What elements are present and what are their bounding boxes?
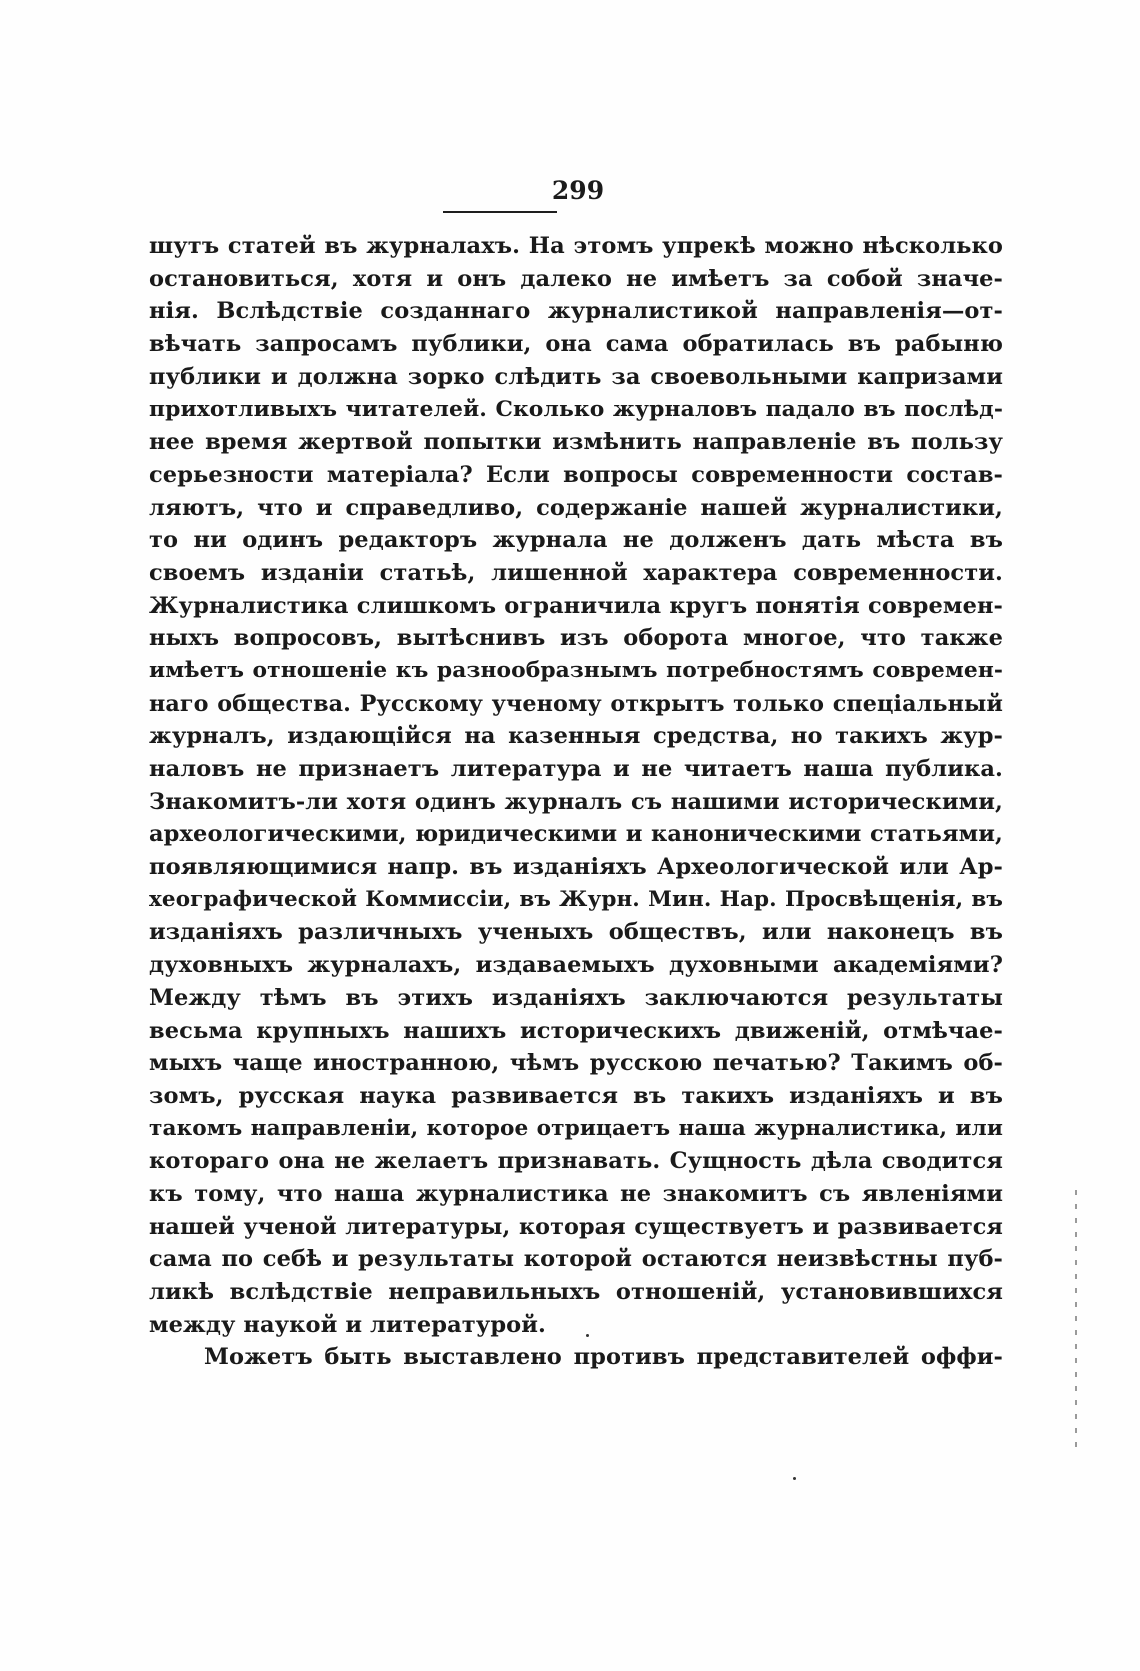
text-line: нія. Вслѣдствіе созданнаго журналистикой направленія—от-	[149, 298, 1003, 325]
body-text	[149, 230, 1003, 1374]
text-line: котораго она не желаетъ признавать. Сущность дѣла сводится	[149, 1148, 1003, 1175]
text-line: шутъ статей въ журналахъ. На этомъ упрекѣ можно нѣсколько	[149, 233, 1003, 259]
text-line: мыхъ чаще иностранною, чѣмъ русскою печатью? Такимъ об-	[149, 1050, 1003, 1077]
text-line: нее время жертвой попытки измѣнить направленіе въ пользу	[149, 429, 1003, 456]
text-line: своемъ изданіи статьѣ, лишенной характера современности.	[149, 559, 1003, 586]
page-number-container	[0, 176, 1140, 206]
page-number-rule	[443, 211, 557, 213]
text-line: ныхъ вопросовъ, вытѣснивъ изъ оборота многое, что также	[149, 625, 1003, 652]
text-line: то ни одинъ редакторъ журнала не долженъ дать мѣста въ	[149, 527, 1003, 554]
scan-speck	[793, 1477, 796, 1480]
text-line: вѣчать запросамъ публики, она сама обратилась въ рабыню	[149, 331, 1003, 358]
text-line: Можетъ быть выставлено противъ представителей оффи-	[204, 1344, 1003, 1371]
text-line: археологическими, юридическими и каноническими статьями,	[149, 821, 1003, 848]
text-line: Между тѣмъ въ этихъ изданіяхъ заключаются результаты	[149, 984, 1003, 1011]
text-line: прихотливыхъ читателей. Сколько журналовъ падало въ послѣд-	[149, 396, 1003, 423]
text-line: имѣетъ отношеніе къ разнообразнымъ потребностямъ современ-	[149, 657, 1003, 683]
text-line: сама по себѣ и результаты которой остаются неизвѣстны пуб-	[149, 1246, 1003, 1273]
binding-edge-marks	[1075, 1190, 1077, 1450]
text-line: журналъ, издающійся на казенныя средства, но такихъ жур-	[149, 723, 1003, 750]
text-line: весьма крупныхъ нашихъ историческихъ движеній, отмѣчае-	[149, 1017, 1003, 1044]
text-line: такомъ направленіи, которое отрицаетъ наша журналистика, или	[149, 1115, 1003, 1141]
text-line: появляющимися напр. въ изданіяхъ Археологической или Ар-	[149, 854, 1003, 881]
text-line: остановиться, хотя и онъ далеко не имѣетъ за собой значе-	[149, 265, 1003, 292]
page-number: 299	[551, 176, 605, 205]
text-line: хеографической Коммиссіи, въ Журн. Мин. Нар. Просвѣщенія, въ	[149, 886, 1003, 912]
text-line: зомъ, русская наука развивается въ такихъ изданіяхъ и въ	[149, 1082, 1003, 1109]
text-line: серьезности матеріала? Если вопросы современности состав-	[149, 461, 1003, 488]
text-line: изданіяхъ различныхъ ученыхъ обществъ, или наконецъ въ	[149, 919, 1003, 946]
text-line: между наукой и литературой.	[149, 1311, 546, 1338]
text-line: Журналистика слишкомъ ограничила кругъ понятія современ-	[149, 592, 1003, 619]
text-line: духовныхъ журналахъ, издаваемыхъ духовными академіями?	[149, 952, 1003, 979]
text-line: Знакомитъ-ли хотя одинъ журналъ съ нашими историческими,	[149, 788, 1003, 815]
text-line: къ тому, что наша журналистика не знакомитъ съ явленіями	[149, 1180, 1003, 1207]
text-line: наго общества. Русскому ученому открытъ только спеціальный	[149, 690, 1003, 717]
text-line: публики и должна зорко слѣдить за своевольными капризами	[149, 363, 1003, 390]
text-line: наловъ не признаетъ литература и не читаетъ наша публика.	[149, 756, 1003, 782]
text-line: ликѣ вслѣдствіе неправильныхъ отношеній, установившихся	[149, 1279, 1003, 1305]
scan-speck	[586, 1334, 589, 1337]
text-line: ляютъ, что и справедливо, содержаніе нашей журналистики,	[149, 494, 1003, 521]
text-line: нашей ученой литературы, которая существуетъ и развивается	[149, 1213, 1003, 1240]
